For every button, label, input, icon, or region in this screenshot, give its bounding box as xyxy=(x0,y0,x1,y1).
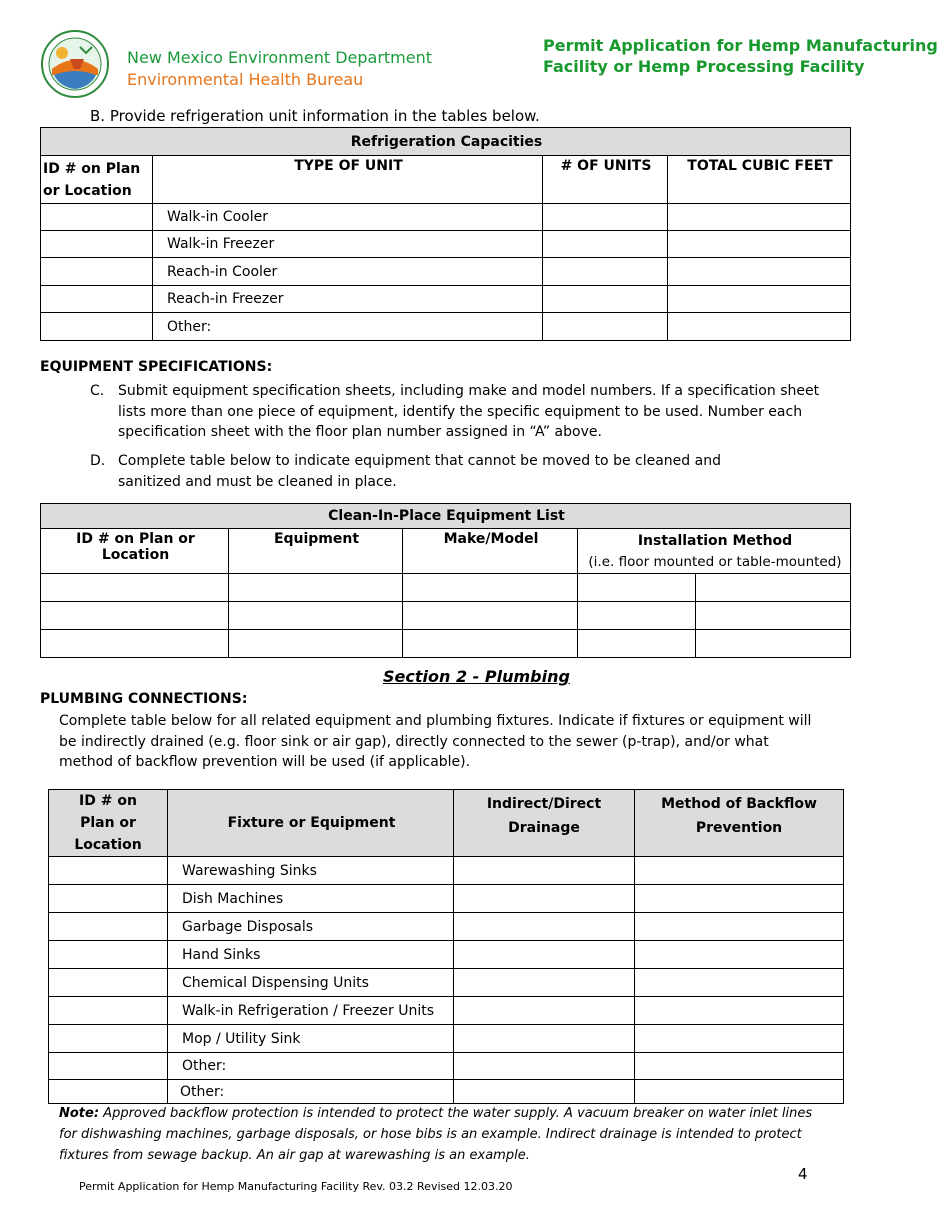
refrigeration-header-units: # OF UNITS xyxy=(543,156,668,204)
plumbing-drainage-cell[interactable] xyxy=(454,885,635,913)
refrigeration-id-cell[interactable] xyxy=(41,231,153,258)
table-row xyxy=(49,941,844,969)
plumbing-backflow-cell[interactable] xyxy=(635,1025,844,1053)
table-row xyxy=(49,1025,844,1053)
page-number: 4 xyxy=(798,1165,808,1183)
refrigeration-id-cell[interactable] xyxy=(41,286,153,313)
plumbing-fixture-cell: Garbage Disposals xyxy=(168,913,454,941)
plumbing-id-cell[interactable] xyxy=(49,969,168,997)
cip-id-cell[interactable] xyxy=(41,602,229,630)
table-row xyxy=(41,574,851,602)
cip-table-title: Clean-In-Place Equipment List xyxy=(41,504,851,529)
plumbing-id-cell[interactable] xyxy=(49,1025,168,1053)
table-row xyxy=(41,602,851,630)
plumbing-id-cell[interactable] xyxy=(49,885,168,913)
section-2-title: Section 2 - Plumbing xyxy=(383,667,570,686)
table-row xyxy=(49,857,844,885)
cip-make-model-cell[interactable] xyxy=(403,602,578,630)
refrigeration-header-type: TYPE OF UNIT xyxy=(153,156,543,204)
refrigeration-table-title: Refrigeration Capacities xyxy=(41,128,851,156)
refrigeration-cubic-feet-cell[interactable] xyxy=(668,231,851,258)
refrigeration-units-cell[interactable] xyxy=(543,286,668,313)
refrigeration-units-cell[interactable] xyxy=(543,204,668,231)
table-row xyxy=(41,204,851,231)
refrigeration-header-id: ID # on Plan or Location xyxy=(41,156,153,204)
plumbing-heading: PLUMBING CONNECTIONS: xyxy=(40,691,248,707)
table-row xyxy=(41,258,851,286)
table-row xyxy=(49,885,844,913)
refrigeration-type-cell: Reach-in Cooler xyxy=(153,258,543,286)
plumbing-drainage-cell[interactable] xyxy=(454,997,635,1025)
item-c-text: Submit equipment specification sheets, including make and model numbers. If a specification sheet lists more than one piece of equipment, identify the specific equipment to be used. Number each specification sheet with the floor plan number assigned in “A” above. xyxy=(118,383,820,440)
plumbing-backflow-cell[interactable] xyxy=(635,1053,844,1080)
refrigeration-type-cell: Walk-in Cooler xyxy=(153,204,543,231)
plumbing-id-cell[interactable] xyxy=(49,941,168,969)
refrigeration-cubic-feet-cell[interactable] xyxy=(668,313,851,341)
plumbing-id-cell[interactable] xyxy=(49,1080,168,1104)
plumbing-fixture-cell: Hand Sinks xyxy=(168,941,454,969)
plumbing-backflow-cell[interactable] xyxy=(635,941,844,969)
plumbing-header-id: ID # on Plan or Location xyxy=(49,790,168,857)
plumbing-fixture-cell: Mop / Utility Sink xyxy=(168,1025,454,1053)
plumbing-drainage-cell[interactable] xyxy=(454,941,635,969)
cip-header-installation-subtext: (i.e. floor mounted or table-mounted) xyxy=(588,554,842,570)
item-c xyxy=(90,381,830,443)
plumbing-fixture-cell: Dish Machines xyxy=(168,885,454,913)
cip-floor-cell[interactable] xyxy=(578,630,696,658)
table-row xyxy=(49,1053,844,1080)
form-title-line-2: Facility or Hemp Processing Facility xyxy=(543,57,865,76)
item-d-marker: D. xyxy=(90,453,106,469)
plumbing-id-cell[interactable] xyxy=(49,857,168,885)
cip-floor-cell[interactable] xyxy=(578,602,696,630)
cip-header-equipment: Equipment xyxy=(229,529,403,574)
cip-id-cell[interactable] xyxy=(41,630,229,658)
table-row xyxy=(41,630,851,658)
item-d-text: Complete table below to indicate equipment that cannot be moved to be cleaned and sanitized and must be cleaned in place. xyxy=(118,453,721,490)
refrigeration-id-cell[interactable] xyxy=(41,258,153,286)
refrigeration-cubic-feet-cell[interactable] xyxy=(668,204,851,231)
plumbing-fixture-cell: Warewashing Sinks xyxy=(168,857,454,885)
plumbing-backflow-cell[interactable] xyxy=(635,969,844,997)
plumbing-drainage-cell[interactable] xyxy=(454,1025,635,1053)
plumbing-drainage-cell[interactable] xyxy=(454,969,635,997)
plumbing-id-cell[interactable] xyxy=(49,997,168,1025)
cip-equipment-cell[interactable] xyxy=(229,630,403,658)
plumbing-table xyxy=(48,789,844,1104)
cip-header-installation xyxy=(578,529,851,574)
refrigeration-cubic-feet-cell[interactable] xyxy=(668,286,851,313)
plumbing-header-backflow: Method of Backflow Prevention xyxy=(635,790,844,857)
plumbing-drainage-cell[interactable] xyxy=(454,913,635,941)
plumbing-fixture-cell: Other: xyxy=(168,1053,454,1080)
table-row xyxy=(49,913,844,941)
backflow-note xyxy=(59,1103,819,1166)
item-c-marker: C. xyxy=(90,383,105,399)
cip-table-cell[interactable] xyxy=(696,574,851,602)
equipment-specs-heading: EQUIPMENT SPECIFICATIONS: xyxy=(40,359,273,375)
plumbing-id-cell[interactable] xyxy=(49,1053,168,1080)
refrigeration-cubic-feet-cell[interactable] xyxy=(668,258,851,286)
plumbing-drainage-cell[interactable] xyxy=(454,1053,635,1080)
plumbing-fixture-cell: Walk-in Refrigeration / Freezer Units xyxy=(168,997,454,1025)
plumbing-backflow-cell[interactable] xyxy=(635,1080,844,1104)
refrigeration-units-cell[interactable] xyxy=(543,258,668,286)
table-row xyxy=(41,231,851,258)
cip-header-id: ID # on Plan or Location xyxy=(41,529,229,574)
form-title xyxy=(543,35,938,77)
cip-make-model-cell[interactable] xyxy=(403,630,578,658)
plumbing-header-fixture: Fixture or Equipment xyxy=(168,790,454,857)
cip-equipment-cell[interactable] xyxy=(229,574,403,602)
nmed-logo xyxy=(40,29,110,99)
refrigeration-instruction: B. Provide refrigeration unit information in the tables below. xyxy=(90,107,540,125)
plumbing-drainage-cell[interactable] xyxy=(454,1080,635,1104)
cip-make-model-cell[interactable] xyxy=(403,574,578,602)
cip-table-cell[interactable] xyxy=(696,630,851,658)
refrigeration-type-cell: Walk-in Freezer xyxy=(153,231,543,258)
plumbing-backflow-cell[interactable] xyxy=(635,997,844,1025)
plumbing-id-cell[interactable] xyxy=(49,913,168,941)
cip-table-cell[interactable] xyxy=(696,602,851,630)
refrigeration-id-cell[interactable] xyxy=(41,204,153,231)
plumbing-backflow-cell[interactable] xyxy=(635,857,844,885)
table-row xyxy=(49,969,844,997)
table-row xyxy=(49,997,844,1025)
plumbing-fixture-cell: Chemical Dispensing Units xyxy=(168,969,454,997)
refrigeration-units-cell[interactable] xyxy=(543,313,668,341)
cip-id-cell[interactable] xyxy=(41,574,229,602)
plumbing-fixture-cell: Other: xyxy=(168,1080,454,1104)
bureau-name: Environmental Health Bureau xyxy=(127,70,364,89)
item-d xyxy=(90,451,780,492)
table-row xyxy=(41,286,851,313)
cip-header-make-model: Make/Model xyxy=(403,529,578,574)
refrigeration-units-cell[interactable] xyxy=(543,231,668,258)
clean-in-place-table xyxy=(40,503,851,658)
cip-floor-cell[interactable] xyxy=(578,574,696,602)
plumbing-description: Complete table below for all related equipment and plumbing fixtures. Indicate if fixtures or equipment will be indirectly drained (e.g. floor sink or air gap), directly connected to the sewer (p-trap), and/or what method of backflow prevention will be used (if applicable). xyxy=(59,713,812,770)
footer-text: Permit Application for Hemp Manufacturing Facility Rev. 03.2 Revised 12.03.20 xyxy=(79,1180,513,1193)
refrigeration-type-cell: Reach-in Freezer xyxy=(153,286,543,313)
refrigeration-type-cell: Other: xyxy=(153,313,543,341)
refrigeration-header-cubic-feet: TOTAL CUBIC FEET xyxy=(668,156,851,204)
department-name: New Mexico Environment Department xyxy=(127,48,433,67)
plumbing-header-drainage: Indirect/Direct Drainage xyxy=(454,790,635,857)
form-title-line-1: Permit Application for Hemp Manufacturing xyxy=(543,36,938,55)
refrigeration-id-cell[interactable] xyxy=(41,313,153,341)
cip-header-installation-label: Installation Method xyxy=(637,533,793,549)
cip-equipment-cell[interactable] xyxy=(229,602,403,630)
table-row xyxy=(41,313,851,341)
plumbing-backflow-cell[interactable] xyxy=(635,885,844,913)
plumbing-backflow-cell[interactable] xyxy=(635,913,844,941)
note-label: Note: xyxy=(59,1106,100,1121)
note-text: Approved backflow protection is intended to protect the water supply. A vacuum breaker on water inlet lines for dishwashing machines, garbage disposals, or hose bibs is an example. Indirect drainage is intended to protect fixtures from sewage backup. An air gap at warewashing is an example. xyxy=(59,1106,813,1163)
plumbing-drainage-cell[interactable] xyxy=(454,857,635,885)
table-row xyxy=(49,1080,844,1104)
refrigeration-table xyxy=(40,127,851,341)
